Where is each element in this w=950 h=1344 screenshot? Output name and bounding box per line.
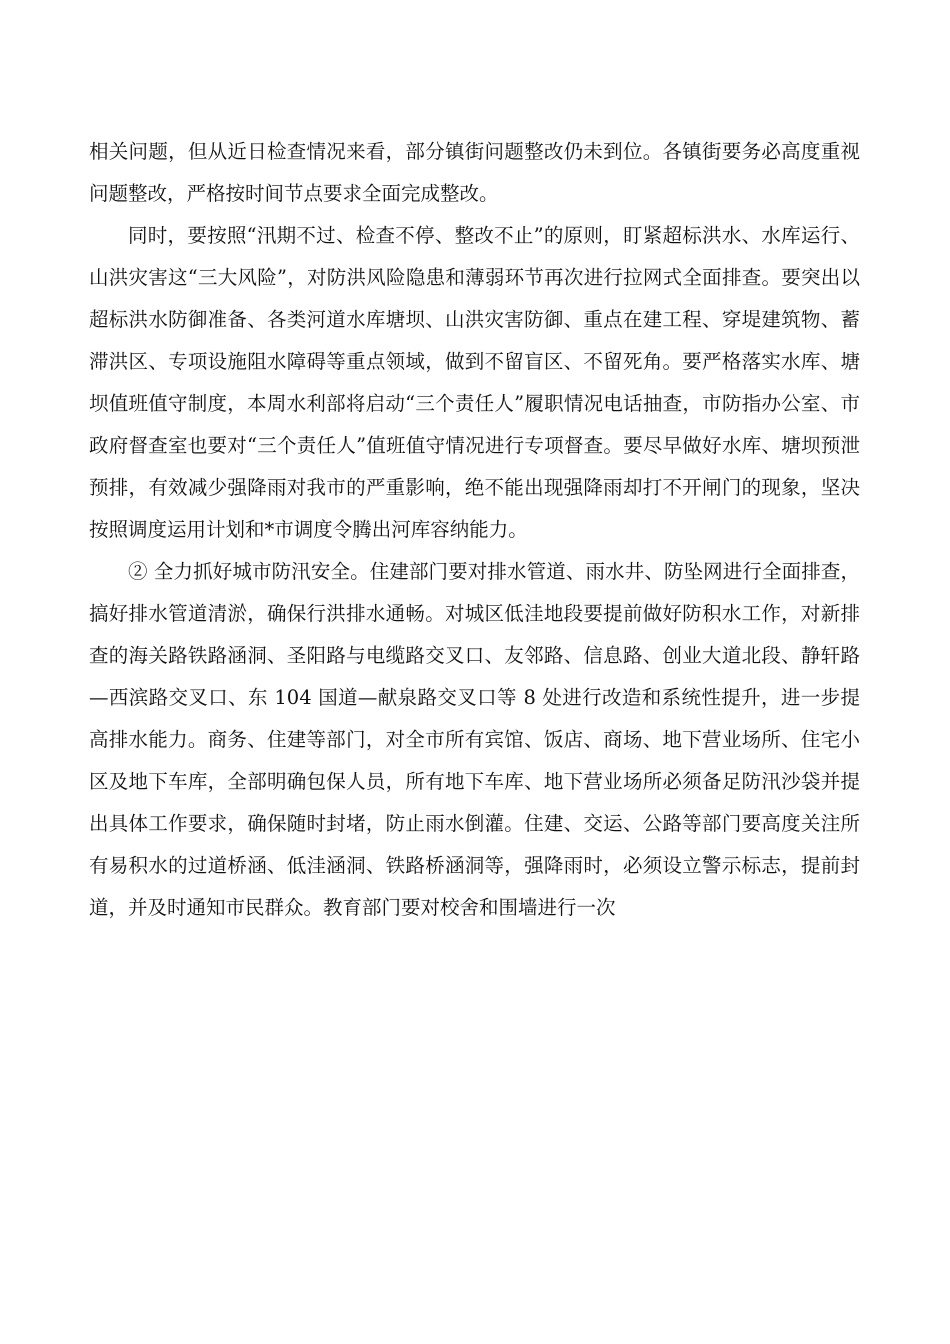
document-page xyxy=(89,131,860,929)
paragraph-1: 相关问题，但从近日检查情况来看，部分镇街问题整改仍未到位。各镇街要务必高度重视问题整改，严格按时间节点要求全面完成整改。 xyxy=(89,140,860,205)
paragraph-2: 同时，要按照“汛期不过、检查不停、整改不止”的原则，盯紧超标洪水、水库运行、山洪灾害这“三大风险”，对防洪风险隐患和薄弱环节再次进行拉网式全面排查。要突出以超标洪水防御准备、各类河道水库塘坝、山洪灾害防御、重点在建工程、穿堤建筑物、蓄滞洪区、专项设施阻水障碍等重点领域，做到不留盲区、不留死角。要严格落实水库、塘坝值班值守制度，本周水利部将启动“三个责任人”履职情况电话抽查，市防指办公室、市政府督查室也要对“三个责任人”值班值守情况进行专项督查。要尽早做好水库、塘坝预泄预排，有效减少强降雨对我市的严重影响，绝不能出现强降雨却打不开闸门的现象，坚决按照调度运用计划和*市调度令腾出河库容纳能力。 xyxy=(89,224,860,541)
paragraph-3: ② 全力抓好城市防汛安全。住建部门要对排水管道、雨水井、防坠网进行全面排查，搞好排水管道清淤，确保行洪排水通畅。对城区低洼地段要提前做好防积水工作，对新排查的海关路铁路涵洞、圣阳路与电缆路交叉口、友邻路、信息路、创业大道北段、静轩路—西滨路交叉口、东 104 国道—献泉路交叉口等 8 处进行改造和系统性提升，进一步提高排水能力。商务、住建等部门，对全市所有宾馆、饭店、商场、地下营业场所、住宅小区及地下车库，全部明确包保人员，所有地下车库、地下营业场所必须备足防汛沙袋并提出具体工作要求，确保随时封堵，防止雨水倒灌。住建、交运、公路等部门要高度关注所有易积水的过道桥涵、低洼涵洞、铁路桥涵洞等，强降雨时，必须设立警示标志，提前封道，并及时通知市民群众。教育部门要对校舍和围墙进行一次 xyxy=(89,560,860,919)
